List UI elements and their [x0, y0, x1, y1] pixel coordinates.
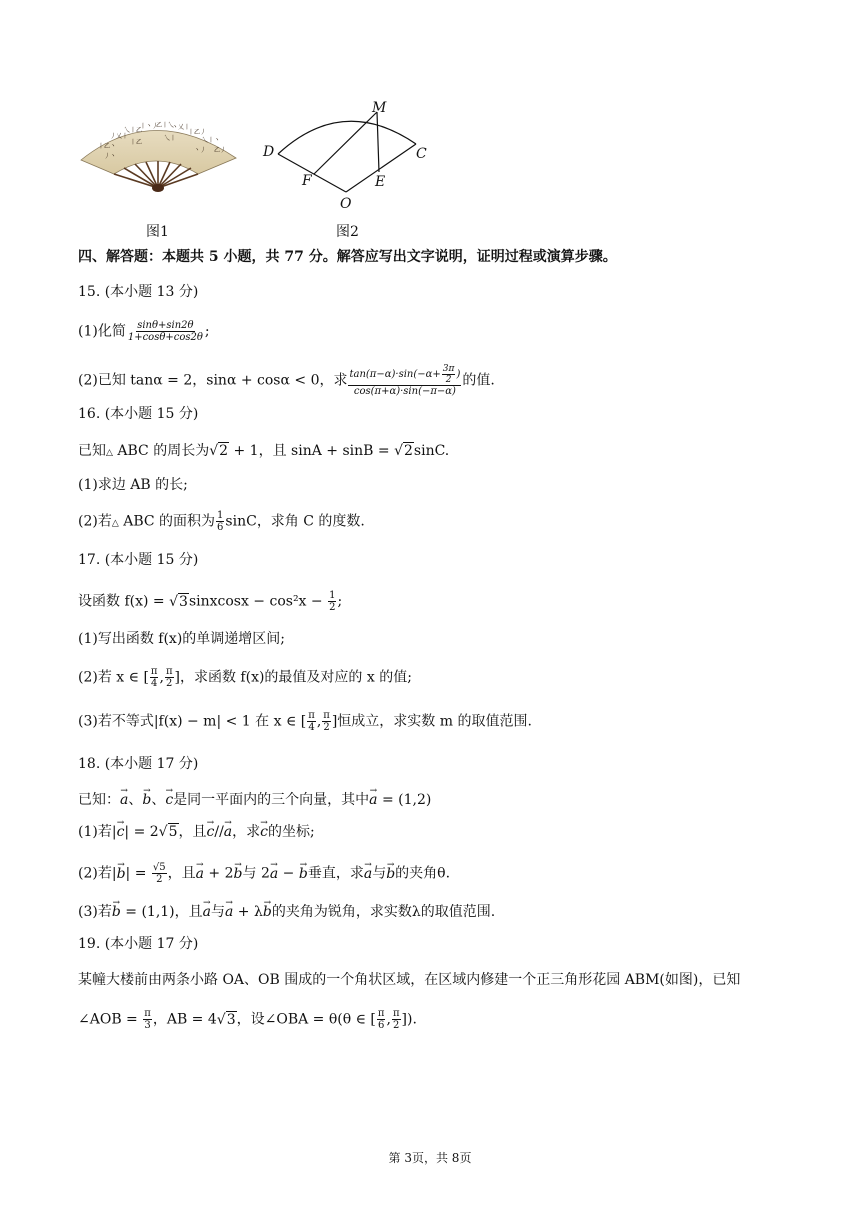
q17-intro: 设函数 f(x) = √3sinxcosx − cos²x − $\frac{1}{2}$ ;	[78, 590, 343, 613]
section-header: 四、解答题：本题共 5 小题，共 77 分。解答应写出文字说明，证明过程或演算步骤。	[78, 249, 617, 265]
q17-part3: (3)若不等式|f(x) − m| < 1 在 x ∈ [ $\frac{\pi}{4}$ , $\frac{\pi}{2}$ ]恒成立，求实数 m 的取值范围.	[78, 710, 532, 733]
svg-text:丨丶丿: 丨丶丿	[140, 123, 159, 130]
point-O: O	[340, 196, 352, 212]
point-F: F	[302, 173, 312, 189]
fan-image	[78, 108, 240, 198]
q19-line2: ∠AOB = $\frac{\pi}{3}$ ，AB = 4√3，设∠OBA = θ(θ ∈ [ $\frac{\pi}{6}$ , $\frac{\pi}{2}$ ]).	[78, 1008, 417, 1031]
q15-part2: (2)已知 tanα = 2，sinα + cosα < 0，求 tan(π−α)·sin(−α+ $\frac{3\pi}{2}$ ) cos(π+α)·sin(−π−α) 的值.	[78, 364, 495, 397]
q18-part3: (3)若→ b = (1,1)，且→ a与→ a + λ→ b的夹角为锐角，求实数λ的取值范围.	[78, 902, 495, 922]
point-E: E	[375, 174, 386, 190]
q18-title: 18. (本小题 17 分)	[78, 756, 199, 772]
svg-text:丶乂丨: 丶乂丨	[172, 124, 191, 131]
q16-part2: (2)若△ ABC 的面积为 $\frac{1}{6}$ sinC，求角 C 的度数.	[78, 510, 365, 533]
svg-text:乙丨乀: 乙丨乀	[156, 122, 175, 129]
q15-part1: (1)化简 $\frac{\sin\theta+\sin 2\theta}{1+\cos\theta+\cos 2\theta}$ ;	[78, 320, 210, 343]
geometry-diagram	[258, 100, 438, 212]
q18-part1: (1)若|→ c| = 2√5，且→ c//→ a，求→ c的坐标;	[78, 822, 315, 842]
page-footer: 第 3页，共 8页	[388, 1151, 472, 1165]
svg-text:乀丨丶: 乀丨丶	[202, 137, 221, 144]
q17-part2: (2)若 x ∈ [ $\frac{\pi}{4}$ , $\frac{\pi}{2}$ ]，求函数 f(x)的最值及对应的 x 的值;	[78, 666, 412, 689]
svg-text:丶丿: 丶丿	[194, 147, 207, 154]
svg-text:乀丨: 乀丨	[164, 135, 177, 142]
q17-title: 17. (本小题 15 分)	[78, 552, 199, 568]
q19-title: 19. (本小题 17 分)	[78, 936, 199, 952]
q16-title: 16. (本小题 15 分)	[78, 406, 199, 422]
fan-figure	[78, 108, 240, 198]
svg-text:丿乂丨: 丿乂丨	[110, 133, 129, 140]
geometry-figure	[258, 100, 438, 212]
point-D: D	[263, 144, 275, 160]
q18-intro: 已知：→ a、→ b、→ c是同一平面内的三个向量，其中→ a = (1,2)	[78, 790, 431, 810]
q19-line1: 某幢大楼前由两条小路 OA、OB 围成的一个角状区域，在区域内修建一个正三角形花园 ABM(如图)，已知	[78, 972, 741, 988]
q16-part1: (1)求边 AB 的长;	[78, 477, 188, 493]
q18-part2: (2)若|→ b| = $\frac{√5}{2}$ ，且→ a + 2→ b与 2→ a − → b垂直，求→ a与→ b的夹角θ.	[78, 862, 450, 885]
q16-intro: 已知△ ABC 的周长为√2 + 1，且 sinA + sinB = √2sinC.	[78, 443, 450, 459]
svg-text:丨乙丶: 丨乙丶	[98, 143, 117, 150]
svg-text:乀丨乙: 乀丨乙	[124, 127, 143, 134]
q15-title: 15. (本小题 13 分)	[78, 284, 199, 300]
svg-text:丨乙丿: 丨乙丿	[188, 129, 207, 136]
point-C: C	[416, 146, 427, 162]
svg-text:丨乙: 丨乙	[130, 139, 143, 146]
svg-text:丿丶: 丿丶	[104, 153, 117, 160]
q17-part1: (1)写出函数 f(x)的单调递增区间;	[78, 631, 285, 647]
fig2-caption: 图2	[336, 224, 359, 240]
point-M: M	[372, 100, 387, 116]
svg-text:乙丿: 乙丿	[214, 147, 227, 154]
fig1-caption: 图1	[146, 224, 169, 240]
